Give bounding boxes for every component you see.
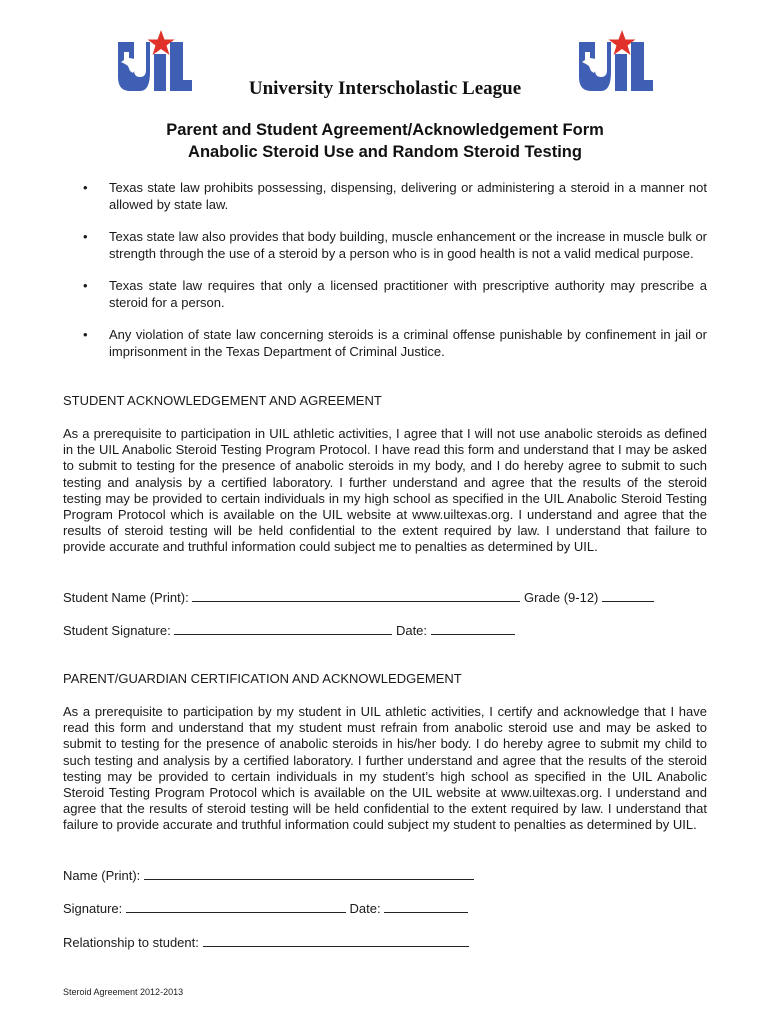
list-item: • Texas state law requires that only a licensed practitioner with prescriptive authority may prescribe a steroid for a person. — [83, 278, 707, 310]
grade-label: Grade (9-12) — [523, 590, 599, 605]
relationship-label: Relationship to student: — [63, 935, 199, 950]
student-name-label: Student Name (Print): — [63, 590, 189, 605]
student-signature-label: Student Signature: — [63, 623, 171, 638]
parent-section-heading: PARENT/GUARDIAN CERTIFICATION AND ACKNOWLEDGEMENT — [63, 671, 462, 686]
parent-date-label: Date: — [349, 901, 381, 916]
list-item: • Texas state law prohibits possessing, dispensing, delivering or administering a steroid in a manner not allowed by state law. — [83, 180, 707, 212]
organization-title: University Interscholastic League — [248, 78, 522, 99]
student-date-field[interactable] — [431, 623, 515, 635]
list-item: • Texas state law also provides that body building, muscle enhancement or the increase in muscle bulk or strength through the use of a steroid by a person who is in good health is not a valid medical purpose. — [83, 229, 707, 261]
bullet-list — [83, 180, 707, 376]
student-date-label: Date: — [395, 623, 428, 638]
parent-name-field[interactable] — [144, 868, 474, 880]
footer-note: Steroid Agreement 2012-2013 — [63, 987, 184, 997]
list-item: • Any violation of state law concerning steroids is a criminal offense punishable by confinement in jail or imprisonment in the Texas Department of Criminal Justice. — [83, 327, 707, 359]
parent-name-label: Name (Print): — [63, 868, 141, 883]
student-name-row — [63, 590, 654, 605]
bullet-icon: • — [83, 278, 88, 293]
bullet-icon: • — [83, 229, 88, 244]
student-name-field[interactable] — [192, 590, 520, 602]
student-signature-field[interactable] — [174, 623, 392, 635]
relationship-row — [63, 935, 469, 950]
form-subtitle: Anabolic Steroid Use and Random Steroid Testing — [188, 143, 582, 161]
student-signature-row — [63, 623, 515, 638]
parent-name-row — [63, 868, 474, 883]
parent-signature-label: Signature: — [63, 901, 123, 916]
parent-certification-paragraph: As a prerequisite to participation by my student in UIL athletic activities, I certify and acknowledge that I have read this form and understand that my student must refrain from anabolic steroid use and may be asked to submit to testing for the presence of anabolic steroids in his/her body. I do hereby agree to submit my child to such testing and analysis by a certified laboratory. I further understand and agree that the results of the steroid testing may be provided to certain individuals in my student’s high school as specified in the UIL Anabolic Steroid Testing Program Protocol which is available on the UIL website at www.uiltexas.org. I understand and agree that the results of steroid testing will be held confidential to the extent required by law. I understand that failure to provide accurate and truthful information could subject my student to penalties as determined by UIL. — [63, 704, 707, 833]
form-title: Parent and Student Agreement/Acknowledgement Form — [166, 121, 604, 139]
relationship-field[interactable] — [203, 935, 469, 947]
parent-signature-field[interactable] — [126, 901, 346, 913]
bullet-icon: • — [83, 327, 88, 342]
bullet-icon: • — [83, 180, 88, 195]
grade-field[interactable] — [602, 590, 654, 602]
student-agreement-paragraph: As a prerequisite to participation in UIL athletic activities, I agree that I will not use anabolic steroids as defined in the UIL Anabolic Steroid Testing Program Protocol. I have read this form and understand that I may be asked to submit to testing for the presence of anabolic steroids in my body, and I do hereby agree to submit to such testing and analysis by a certified laboratory. I further understand and agree that the results of the steroid testing may be provided to certain individuals in my high school as specified in the UIL Anabolic Steroid Testing Program Protocol which is available on the UIL website at www.uiltexas.org. I understand and agree that the results of steroid testing will be held confidential to the extent required by law. I understand that failure to provide accurate and truthful information could subject me to penalties as determined by UIL. — [63, 426, 707, 555]
student-section-heading: STUDENT ACKNOWLEDGEMENT AND AGREEMENT — [63, 393, 382, 408]
parent-signature-row — [63, 901, 468, 916]
parent-date-field[interactable] — [384, 901, 468, 913]
